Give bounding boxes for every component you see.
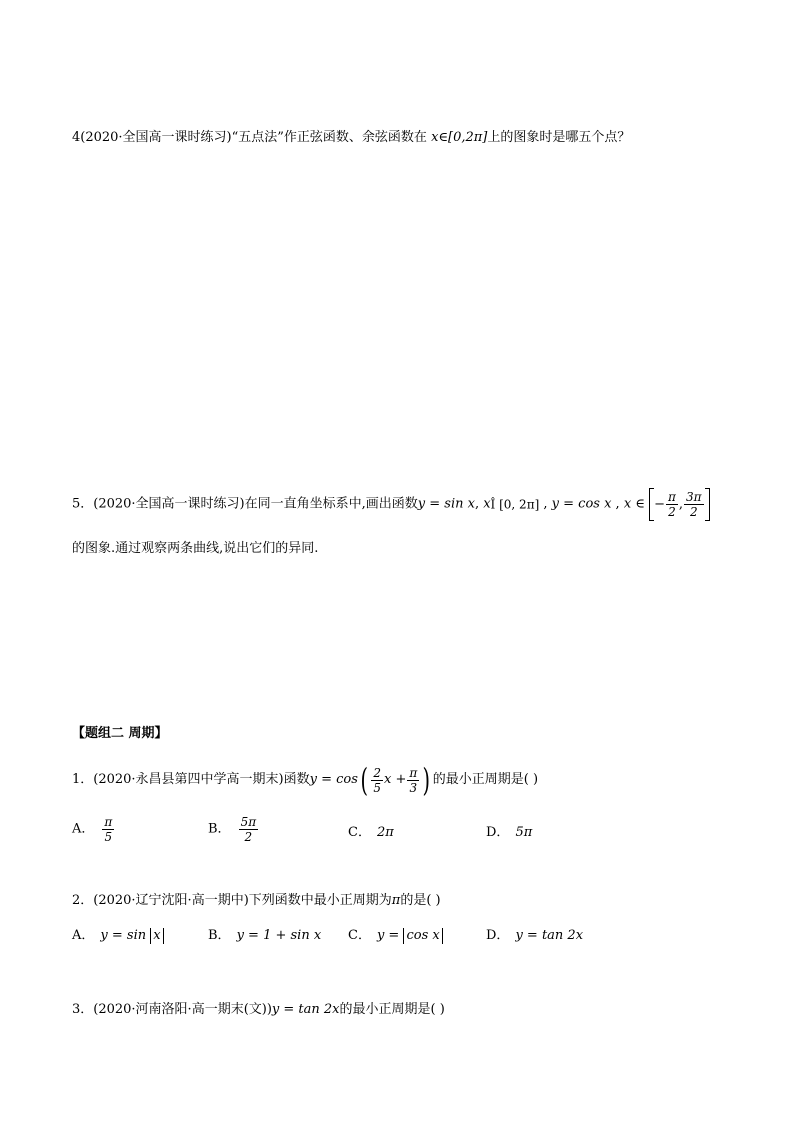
question-5-x2: x ∈ — [623, 496, 645, 512]
problem-1-option-c — [348, 824, 394, 842]
fraction-denominator: 2 — [689, 505, 698, 519]
option-label: B． — [208, 928, 231, 943]
question-4-suffix: 上的图象时是哪五个点？ — [487, 130, 631, 145]
problem-1-mid: x + — [384, 772, 407, 787]
option-label: C． — [348, 928, 371, 943]
problem-2-prefix: 2．(2020·辽宁沈阳·高一期中)下列函数中最小正周期为 — [72, 893, 392, 908]
problem-2-option-b — [208, 927, 321, 945]
problem-1-function: y = cos — [309, 772, 358, 787]
problem-1-fraction-pi-3 — [407, 766, 419, 795]
question-5-cos-domain — [649, 488, 709, 521]
option-c-value: 2π — [376, 825, 394, 840]
option-c-function: y = — [376, 928, 404, 943]
option-label: B． — [208, 821, 231, 837]
problem-1-suffix: 的最小正周期是( ) — [432, 772, 539, 787]
problem-2-suffix: 的是( ) — [400, 893, 441, 908]
problem-1-fraction-2-5 — [371, 766, 383, 795]
option-d-value: 5π — [515, 825, 533, 840]
fraction-denominator: 3 — [409, 780, 418, 795]
problem-3-function: y = tan 2x — [271, 1002, 340, 1017]
question-5-in-symbol: Î — [490, 497, 496, 512]
fraction-numerator: π — [409, 765, 418, 780]
question-4-domain: x∈[0,2π] — [431, 130, 488, 145]
fraction-numerator: π — [667, 490, 676, 504]
question-5-x1: x — [483, 496, 491, 512]
option-a-function: y = sin — [100, 928, 151, 943]
option-a-fraction — [102, 815, 114, 844]
problem-1-option-a — [72, 815, 115, 844]
fraction-denominator: 5 — [104, 830, 113, 844]
option-c-abs: cos x — [403, 928, 442, 944]
question-5-sin-function: y = sin x — [417, 496, 475, 512]
problem-1-option-b — [208, 815, 259, 844]
problem-2-option-d — [486, 927, 583, 945]
option-d-value: y = tan 2x — [515, 928, 584, 943]
question-5-line-2: 的图象.通过观察两条曲线,说出它们的异同. — [72, 541, 319, 556]
option-label: A． — [72, 928, 95, 943]
problem-1-prefix: 1．(2020·永昌县第四中学高一期末)函数 — [72, 772, 310, 787]
question-4-prefix: 4(2020·全国高一课时练习)“五点法”作正弦函数、余弦函数在 — [72, 130, 432, 145]
problem-3 — [72, 1001, 445, 1019]
problem-2 — [72, 892, 441, 910]
fraction-numerator: π — [104, 815, 113, 829]
option-b-value: y = 1 + sin x — [236, 928, 322, 943]
question-5-fraction-neg-pi-2 — [666, 490, 678, 519]
fraction-numerator: 2 — [373, 765, 382, 780]
question-5-fraction-3pi-2 — [684, 490, 704, 519]
option-b-fraction — [239, 815, 259, 844]
fraction-denominator: 2 — [668, 505, 676, 519]
question-5-sep2: , — [611, 496, 624, 512]
question-5-cos-function: y = cos x — [551, 496, 612, 512]
option-label: D． — [486, 928, 510, 943]
problem-2-pi: π — [391, 893, 401, 908]
problem-3-suffix: 的最小正周期是( ) — [339, 1002, 445, 1017]
question-5-sin-domain: [0, 2π] — [495, 497, 540, 512]
option-a-abs: x — [150, 928, 163, 944]
fraction-denominator: 5 — [373, 780, 382, 795]
problem-2-option-c — [348, 927, 443, 945]
fraction-denominator: 2 — [244, 830, 253, 844]
fraction-numerator: 3π — [686, 490, 702, 504]
option-label: C． — [348, 825, 371, 840]
problem-1-option-d — [486, 824, 532, 842]
fraction-numerator: 5π — [240, 815, 257, 829]
right-paren: ) — [422, 761, 431, 799]
question-5-comma2: , — [678, 497, 683, 512]
option-label: A． — [72, 821, 95, 837]
option-label: D． — [486, 825, 510, 840]
problem-3-prefix: 3．(2020·河南洛阳·高一期末(文)) — [72, 1002, 272, 1017]
question-5-neg: − — [654, 497, 665, 512]
left-paren: ( — [360, 761, 368, 799]
section-heading: 【题组二 周期】 — [72, 726, 168, 741]
question-5 — [72, 488, 710, 521]
problem-2-option-a — [72, 927, 164, 945]
question-5-comma1: , — [539, 496, 552, 512]
problem-1 — [72, 763, 538, 797]
question-5-sep1: , — [474, 496, 484, 512]
question-5-prefix: 5．(2020·全国高一课时练习)在同一直角坐标系中,画出函数 — [72, 496, 418, 512]
question-4 — [72, 129, 630, 147]
